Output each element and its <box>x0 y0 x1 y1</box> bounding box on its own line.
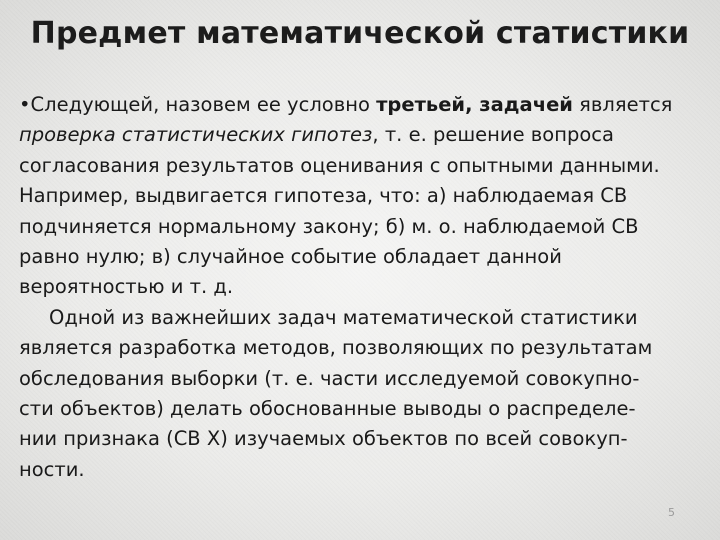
text-line: ности. <box>19 457 85 481</box>
text-line: является разработка методов, позволяющих по результатам <box>19 336 653 360</box>
emphasis-bold: третьей, задачей <box>376 93 573 116</box>
text-segment: , т. е. решение вопроса <box>372 123 614 147</box>
text-line: обследования выборки (т. е. части исследуемой совокупно- <box>19 366 640 390</box>
text-line <box>19 120 709 150</box>
text-line: равно нулю; в) случайное событие обладает данной <box>19 245 562 269</box>
text-segment: Следующей, назовем ее условно <box>30 93 377 116</box>
text-segment: является <box>572 93 673 116</box>
text-line: Одной из важнейших задач математической статистики <box>49 305 638 329</box>
bullet-marker: • <box>19 93 31 116</box>
slide-title: Предмет математической статистики <box>30 16 690 51</box>
text-line: вероятностью и т. д. <box>19 275 234 299</box>
text-line: сти объектов) делать обоснованные выводы о распределе- <box>19 397 636 421</box>
text-line: согласования результатов оценивания с опытными данными. <box>19 153 660 177</box>
text-line: подчиняется нормальному закону; б) м. о. наблюдаемой СВ <box>19 214 639 238</box>
page-number: 5 <box>668 506 675 519</box>
text-line: нии признака (СВ X) изучаемых объектов по всей совокуп- <box>19 427 628 451</box>
slide-body-text <box>19 90 709 485</box>
text-line: Например, выдвигается гипотеза, что: а) наблюдаемая СВ <box>19 184 628 208</box>
text-line <box>19 90 709 120</box>
emphasis-italic: проверка статистических гипотез <box>19 123 373 147</box>
